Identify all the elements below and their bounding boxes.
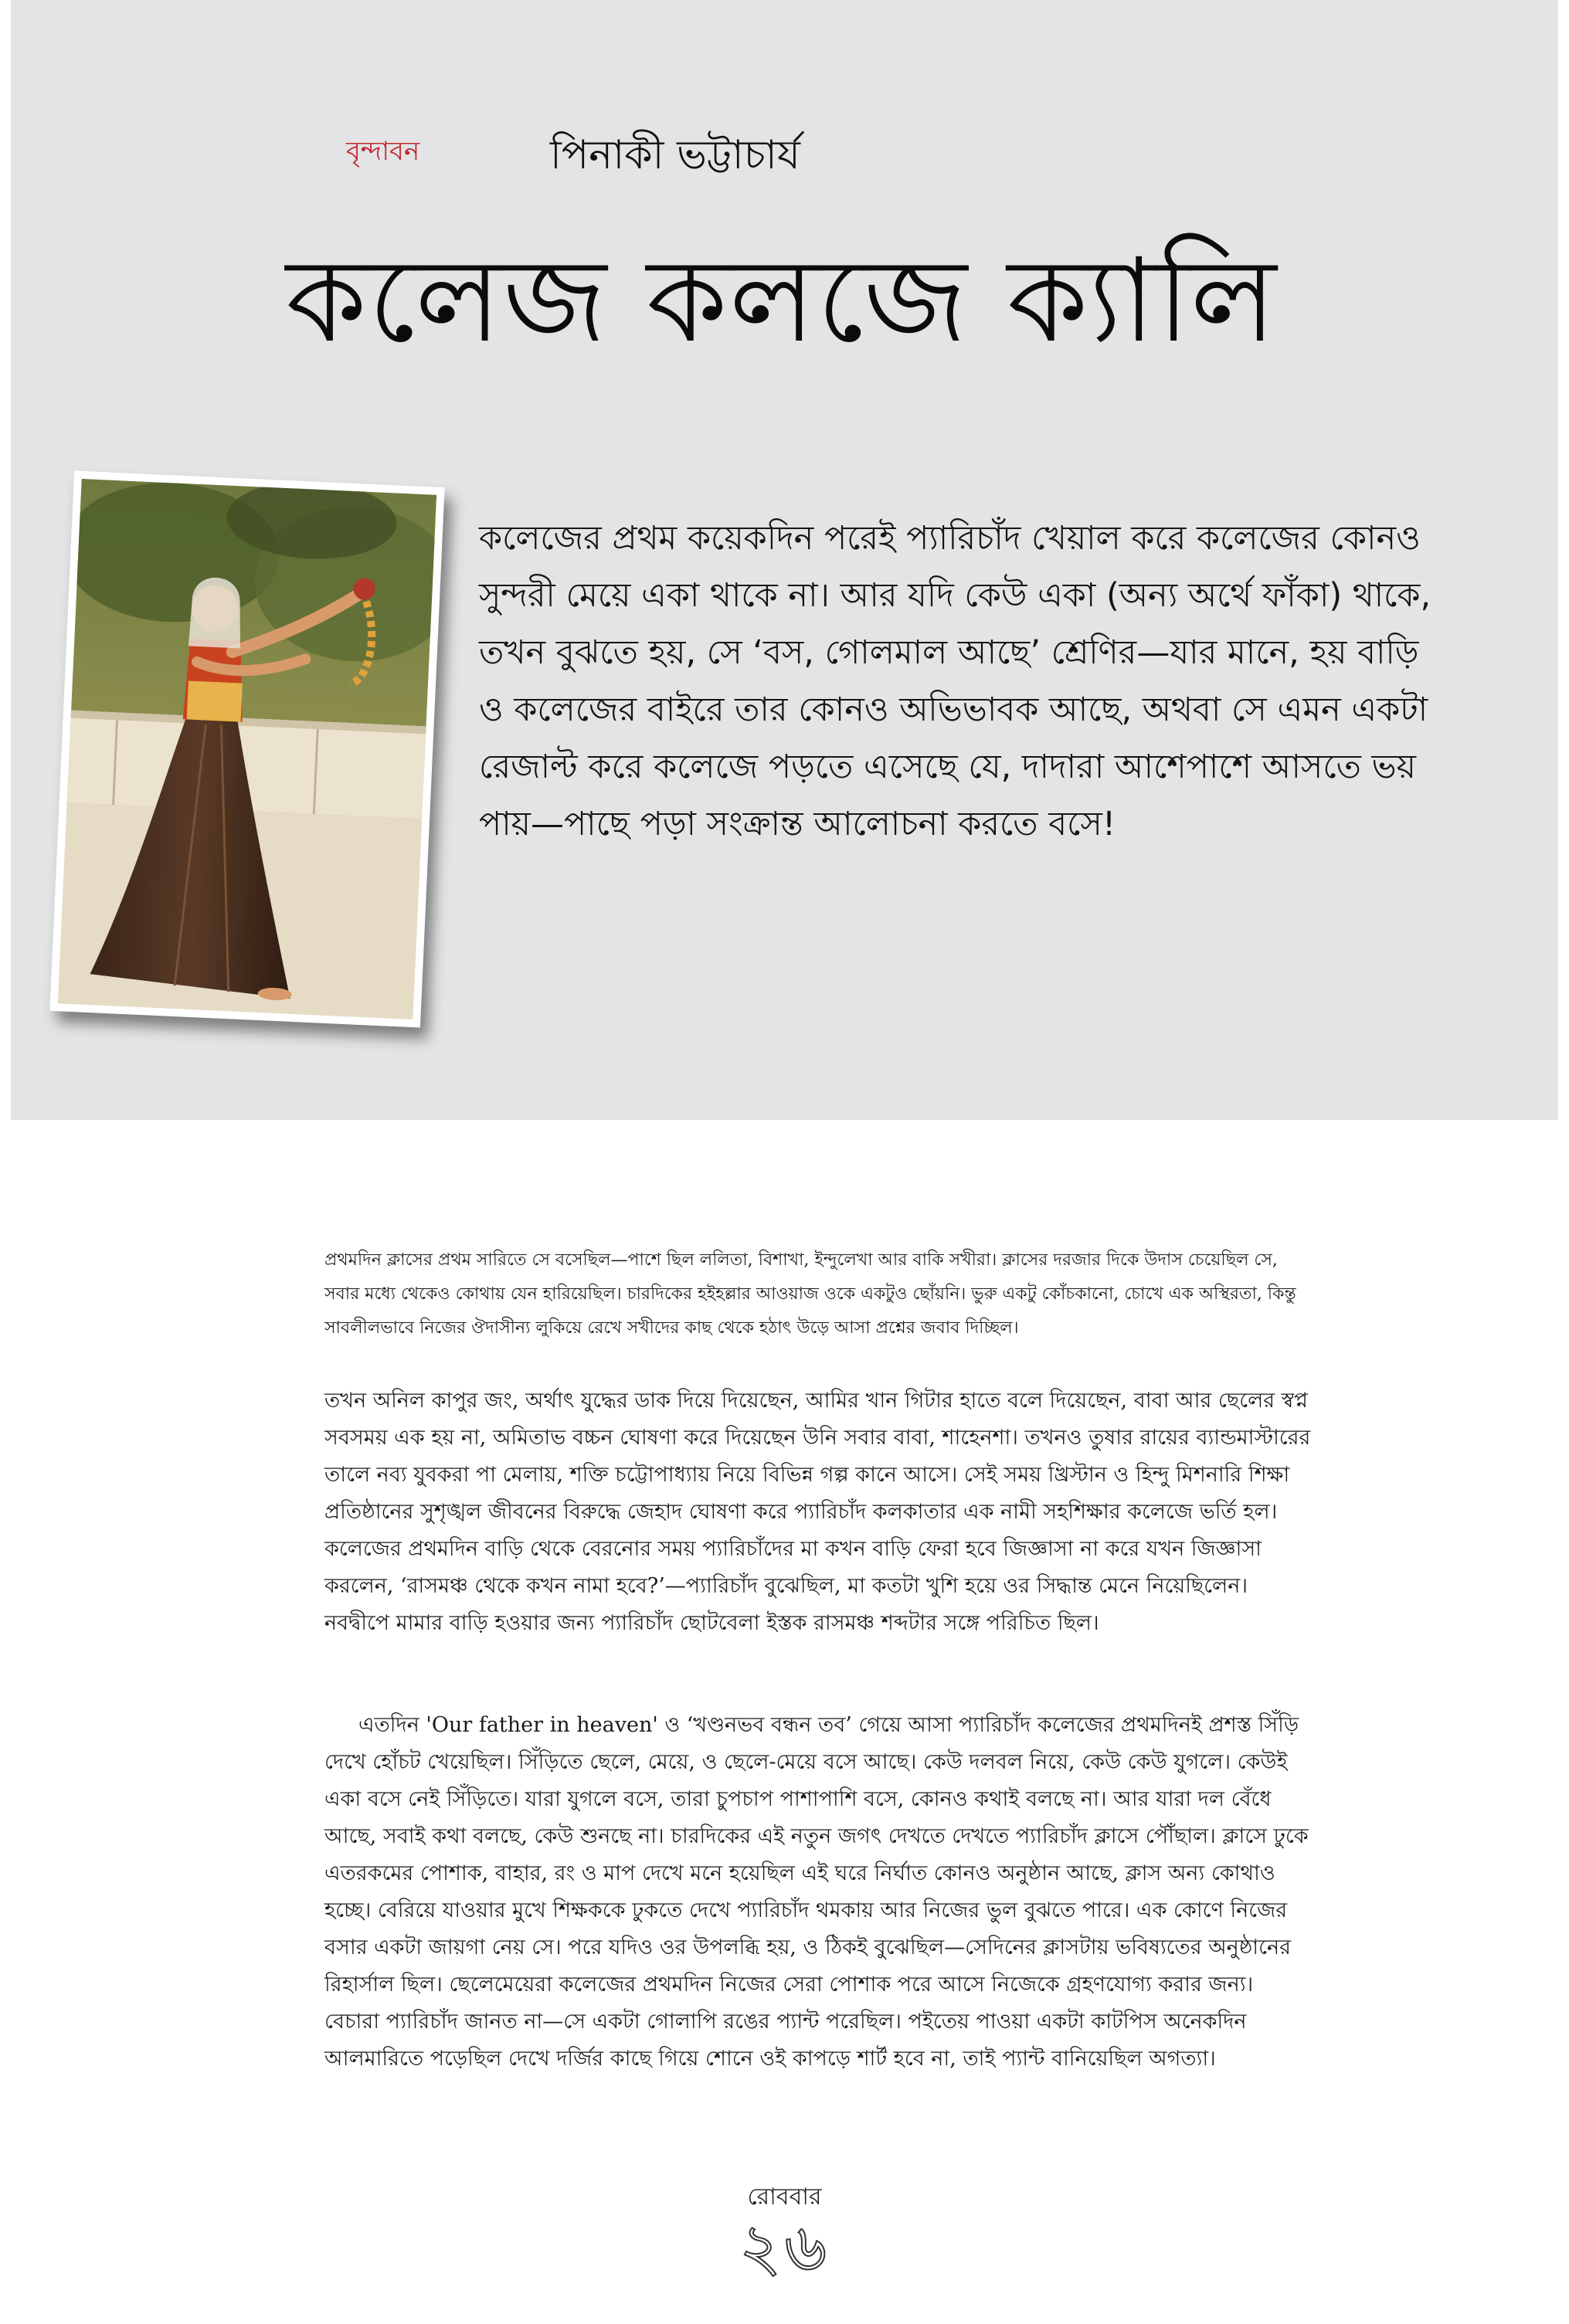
page-number: ২৬	[739, 2210, 830, 2285]
body-paragraph-2: তখন অনিল কাপুর জং, অর্থাৎ যুদ্ধের ডাক দিয়ে দিয়েছেন, আমির খান গিটার হাতে বলে দিয়েছেন, বাবা আর ছেলের স্বপ্ন সবসময় এক হয় না, অমিতাভ বচ্চন ঘোষণা করে দিয়েছেন উনি সবার বাবা, শাহেনশা। তখনও তুষার রায়ের ব্যান্ডমাস্টারের তালে নব্য যুবকরা পা মেলায়, শক্তি চট্টোপাধ্যায় নিয়ে বিভিন্ন গল্প কানে আসে। সেই সময় খ্রিস্টান ও হিন্দু মিশনারি শিক্ষা প্রতিষ্ঠানের সুশৃঙ্খল জীবনের বিরুদ্ধে জেহাদ ঘোষণা করে প্যারিচাঁদ কলকাতার এক নামী সহশিক্ষার কলেজে ভর্তি হল। কলেজের প্রথমদিন বাড়ি থেকে বেরনোর সময় প্যারিচাঁদের মা কখন বাড়ি ফেরা হবে জিজ্ঞাসা না করে যখন জিজ্ঞাসা করলেন, ‘রাসমঞ্চ থেকে কখন নামা হবে?’—প্যারিচাঁদ বুঝেছিল, মা কতটা খুশি হয়ে ওর সিদ্ধান্ত মেনে নিয়েছিলেন। নবদ্বীপে মামার বাড়ি হওয়ার জন্য প্যারিচাঁদ ছোটবেলা ইস্তক রাসমঞ্চ শব্দটার সঙ্গে পরিচিত ছিল।	[324, 1389, 1311, 1635]
footer-day: রোববার	[747, 2183, 822, 2210]
body-paragraph-1: প্রথমদিন ক্লাসের প্রথম সারিতে সে বসেছিল—পাশে ছিল ললিতা, বিশাখা, ইন্দুলেখা আর বাকি সখীরা। ক্লাসের দরজার দিকে উদাস চেয়েছিল সে, সবার মধ্যে থেকেও কোথায় যেন হারিয়েছিল। চারদিকের হইহল্লার আওয়াজ ওকে একটুও ছোঁয়নি। ভুরু একটু কোঁচকানো, চোখে এক অস্থিরতা, কিন্তু সাবলীলভাবে নিজের ঔদাসীন্য লুকিয়ে রেখে সখীদের কাছ থেকে হঠাৎ উড়ে আসা প্রশ্নের জবাব দিচ্ছিল।	[324, 1250, 1296, 1338]
body-paragraph-3: এতদিন 'Our father in heaven' ও ‘খণ্ডনভব বন্ধন তব’ গেয়ে আসা প্যারিচাঁদ কলেজের প্রথমদিনই প্রশস্ত সিঁড়ি দেখে হোঁচট খেয়েছিল। সিঁড়িতে ছেলে, মেয়ে, ও ছেলে-মেয়ে বসে আছে। কেউ দলবল নিয়ে, কেউ কেউ যুগলে। কেউই একা বসে নেই সিঁড়িতে। যারা যুগলে বসে, তারা চুপচাপ পাশাপাশি বসে, কোনও কথাই বলছে না। আর যারা দল বেঁধে আছে, সবাই কথা বলছে, কেউ শুনছে না। চারদিকের এই নতুন জগৎ দেখতে দেখতে প্যারিচাঁদ ক্লাসে পৌঁছাল। ক্লাসে ঢুকে এতরকমের পোশাক, বাহার, রং ও মাপ দেখে মনে হয়েছিল এই ঘরে নির্ঘাত কোনও অনুষ্ঠান আছে, ক্লাস অন্য কোথাও হচ্ছে। বেরিয়ে যাওয়ার মুখে শিক্ষককে ঢুকতে দেখে প্যারিচাঁদ থমকায় আর নিজের ভুল বুঝতে পারে। এক কোণে নিজের বসার একটা জায়গা নেয় সে। পরে যদিও ওর উপলব্ধি হয়, ও ঠিকই বুঝেছিল—সেদিনের ক্লাসটায় ভবিষ্যতের অনুষ্ঠানের রিহার্সাল ছিল। ছেলেমেয়েরা কলেজের প্রথমদিন নিজের সেরা পোশাক পরে আসে নিজেকে গ্রহণযোগ্য করার জন্য। বেচারা প্যারিচাঁদ জানত না—সে একটা গোলাপি রঙের প্যান্ট পরেছিল। পইতেয় পাওয়া একটা কাটপিস অনেকদিন আলমারিতে পড়েছিল দেখে দর্জির কাছে গিয়ে শোনে ওই কাপড়ে শার্ট হবে না, তাই প্যান্ট বানিয়েছিল অগত্যা।	[324, 1713, 1309, 2071]
author-name: পিনাকী ভট্টাচার্য	[550, 132, 800, 178]
section-tag: বৃন্দাবন	[346, 136, 420, 167]
article-title: কলেজ কলজে ক্যালি	[286, 234, 1279, 368]
intro-paragraph: কলেজের প্রথম কয়েকদিন পরেই প্যারিচাঁদ খেয়াল করে কলেজের কোনও সুন্দরী মেয়ে একা থাকে না। আর যদি কেউ একা (অন্য অর্থে ফাঁকা) থাকে, তখন বুঝতে হয়, সে ‘বস, গোলমাল আছে’ শ্রেণির—যার মানে, হয় বাড়ি ও কলেজের বাইরে তার কোনও অভিভাবক আছে, অথবা সে এমন একটা রেজাল্ট করে কলেজে পড়তে এসেছে যে, দাদারা আশেপাশে আসতে ভয় পায়—পাছে পড়া সংক্রান্ত আলোচনা করতে বসে!	[479, 519, 1431, 843]
illustration-photo	[49, 470, 444, 1027]
miniature-painting-woman-with-garland	[58, 479, 436, 1020]
